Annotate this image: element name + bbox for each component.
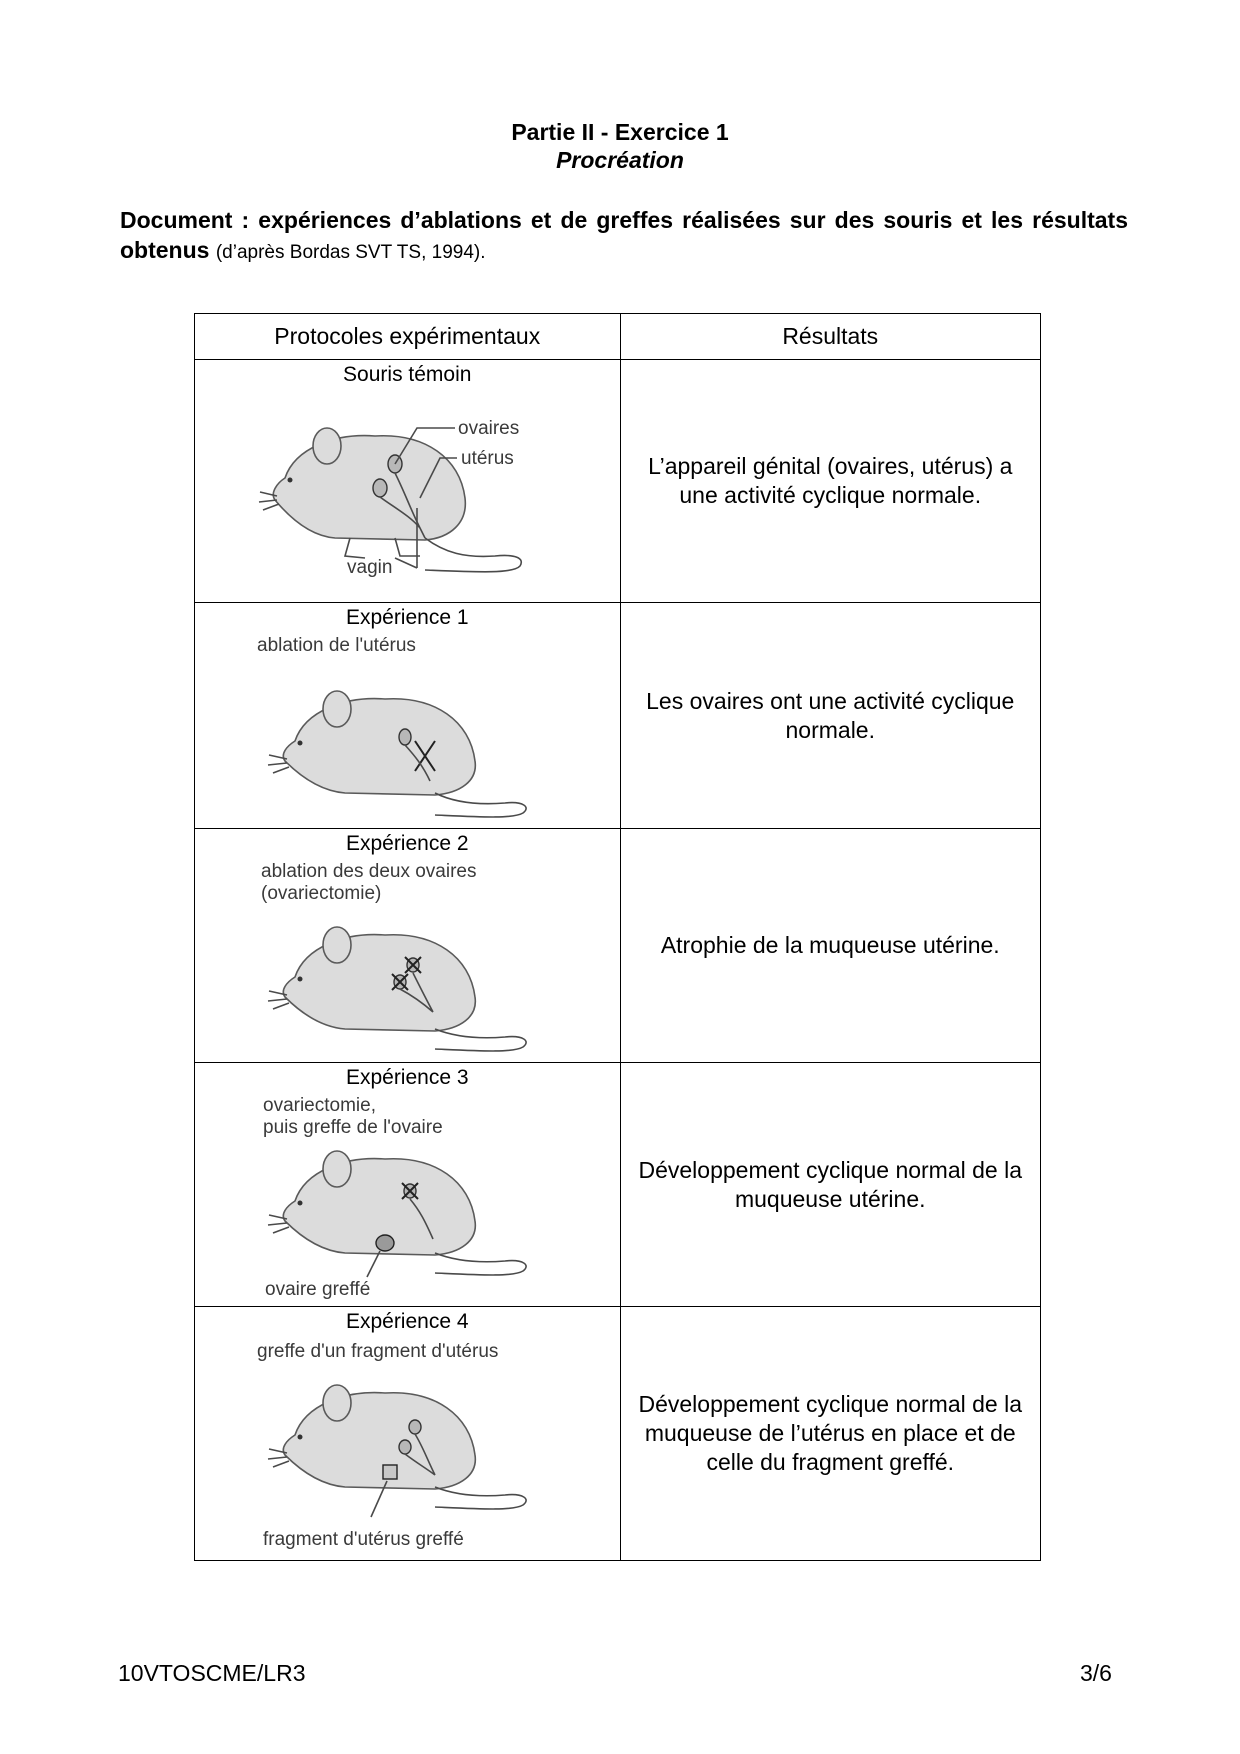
protocol-cell — [195, 1063, 621, 1307]
caption-ovaires: ovaires — [458, 418, 520, 439]
page-number: 3/6 — [1080, 1660, 1112, 1686]
table-row — [195, 1307, 1041, 1561]
table-header-row — [195, 314, 1041, 360]
protocol-cell — [195, 829, 621, 1063]
document-source: (d’après Bordas SVT TS, 1994). — [215, 242, 486, 263]
caption-top: greffe d'un fragment d'utérus — [257, 1341, 499, 1362]
header-protocols: Protocoles expérimentaux — [195, 314, 621, 360]
document-intro — [120, 205, 1128, 268]
result-text: L’appareil génital (ovaires, utérus) a une activité cyclique normale. — [648, 453, 1013, 508]
mouse-control-figure — [255, 388, 555, 588]
caption-uterus: utérus — [461, 448, 514, 469]
mouse-illustration — [255, 857, 555, 1062]
table-row — [195, 1063, 1041, 1307]
protocol-title: Souris témoin — [343, 363, 472, 386]
result-cell — [620, 360, 1041, 603]
mouse-exp3-figure — [255, 1091, 555, 1301]
result-text: Développement cyclique normal de la muqueuse de l’utérus en place et de celle du fragment greffé. — [638, 1391, 1023, 1475]
protocol-title: Expérience 2 — [345, 832, 469, 855]
caption-bottom: ovaire greffé — [265, 1279, 371, 1300]
result-cell — [620, 1307, 1041, 1561]
table-row — [195, 360, 1041, 603]
part-title: Partie II - Exercice 1 — [511, 119, 729, 145]
result-text: Les ovaires ont une activité cyclique normale. — [646, 687, 1015, 743]
mouse-illustration — [255, 1091, 555, 1306]
protocol-title: Expérience 3 — [345, 1066, 469, 1089]
mouse-exp1-figure — [255, 631, 555, 821]
document-code: 10VTOSCME/LR3 — [118, 1660, 306, 1686]
caption-top1: ovariectomie, — [263, 1095, 376, 1116]
document-label: Document : expériences d’ablations et de greffes réalisées sur des souris et les résultats obtenus — [120, 207, 1128, 263]
result-cell — [620, 603, 1041, 829]
exercise-subtitle: Procréation — [556, 147, 684, 173]
caption-top: ablation de l'utérus — [257, 635, 416, 656]
result-cell — [620, 1063, 1041, 1307]
table-row — [195, 829, 1041, 1063]
table-row — [195, 603, 1041, 829]
result-text: Atrophie de la muqueuse utérine. — [660, 932, 1000, 958]
exercise-header — [0, 118, 1240, 174]
mouse-illustration — [255, 1335, 555, 1555]
protocol-title: Expérience 1 — [345, 606, 469, 629]
mouse-exp2-figure — [255, 857, 555, 1057]
mouse-illustration — [255, 631, 555, 826]
experiments-table — [194, 313, 1041, 1561]
mouse-exp4-figure — [255, 1335, 555, 1550]
protocol-cell — [195, 1307, 621, 1561]
caption-top2: (ovariectomie) — [261, 883, 382, 904]
caption-vagin: vagin — [347, 557, 393, 578]
header-results: Résultats — [620, 314, 1041, 360]
caption-top1: ablation des deux ovaires — [261, 861, 477, 882]
protocol-cell — [195, 360, 621, 603]
caption-top2: puis greffe de l'ovaire — [263, 1117, 443, 1138]
mouse-illustration — [255, 388, 555, 593]
caption-bottom: fragment d'utérus greffé — [263, 1529, 464, 1550]
result-cell — [620, 829, 1041, 1063]
protocol-title: Expérience 4 — [345, 1310, 469, 1333]
result-text: Développement cyclique normal de la muqueuse utérine. — [638, 1156, 1023, 1212]
protocol-cell — [195, 603, 621, 829]
